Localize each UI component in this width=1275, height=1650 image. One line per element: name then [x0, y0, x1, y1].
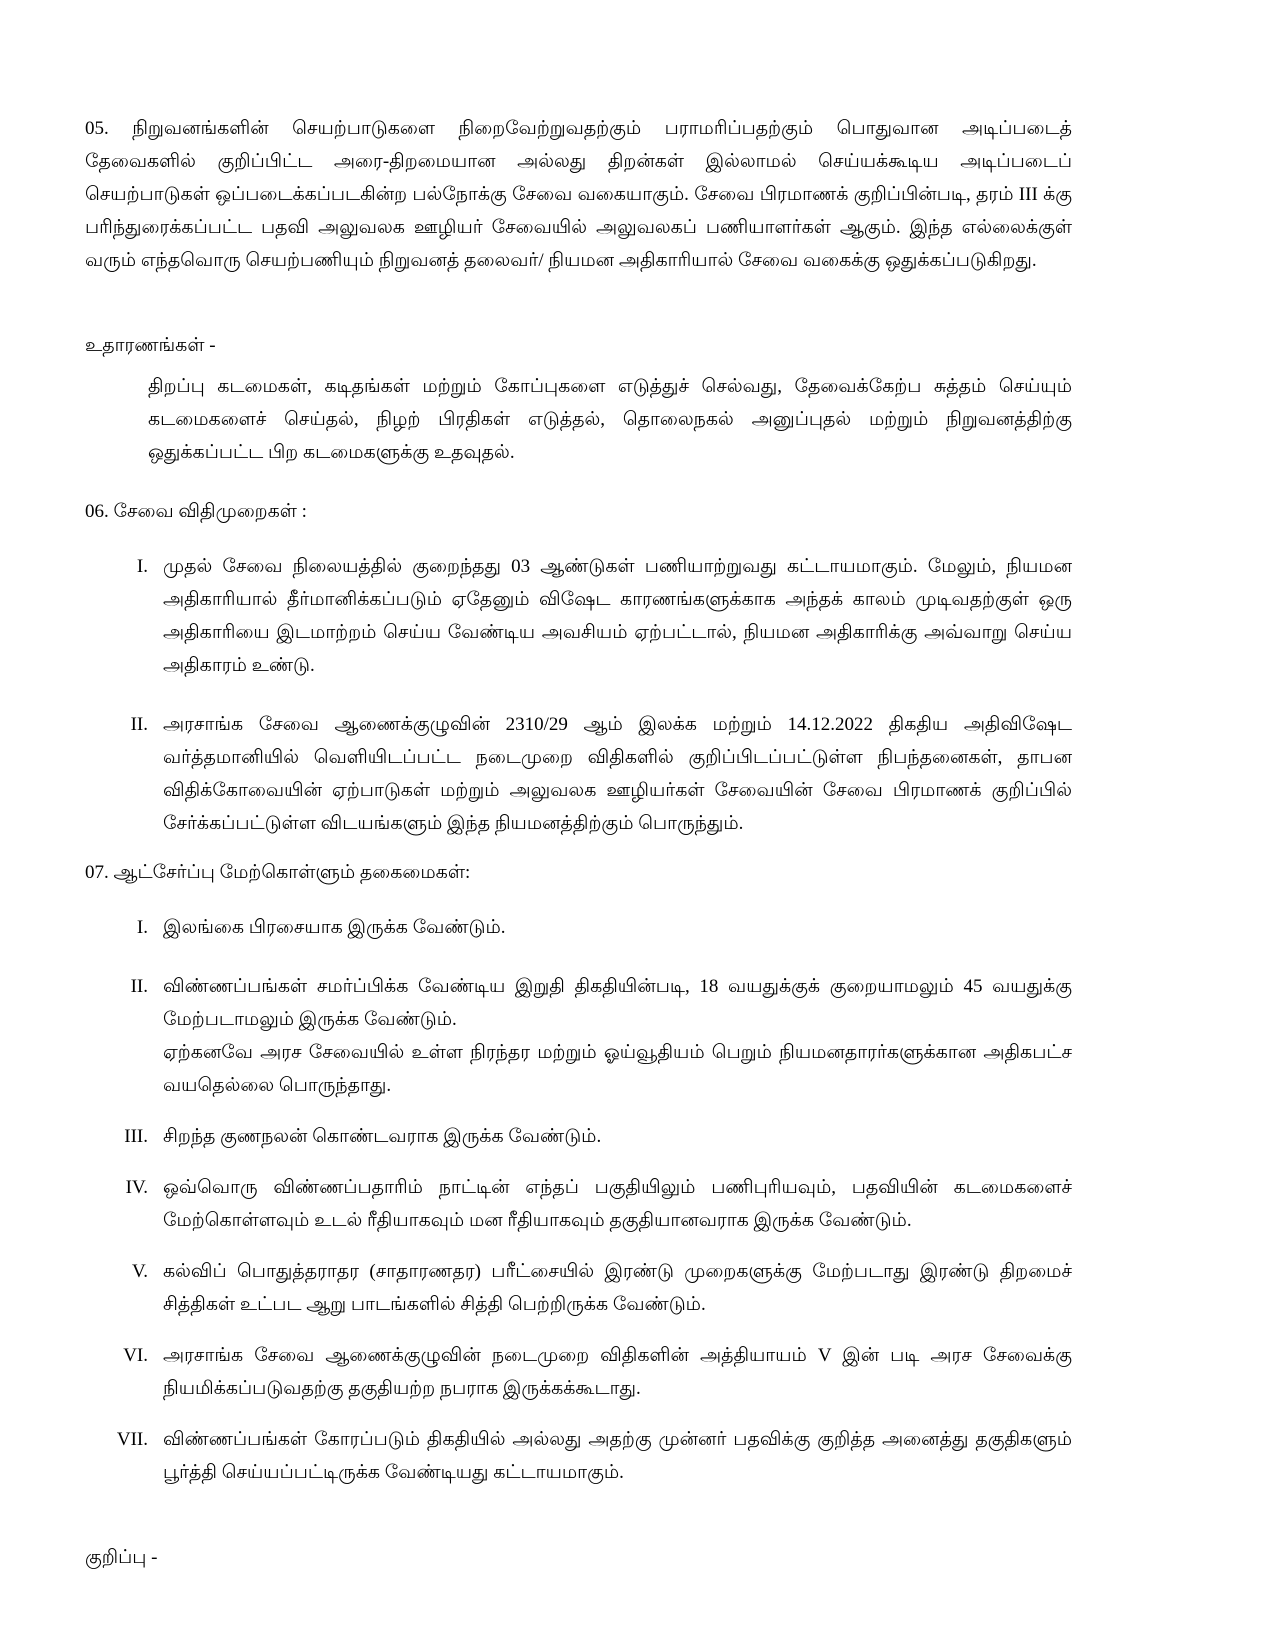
list-item-text-part-1: விண்ணப்பங்கள் சமர்ப்பிக்க வேண்டிய இறுதி திகதியின்படி, 18 வயதுக்குக் குறையாமலும் 45 வயதுக்கு மேற்படாமலும் இருக்க வேண்டும். — [163, 976, 1072, 1030]
list-item-numeral: I. — [136, 917, 148, 938]
list-item-text — [163, 970, 1072, 1102]
list-item-text: ஒவ்வொரு விண்ணப்பதாரிம் நாட்டின் எந்தப் பகுதியிலும் பணிபுரியவும், பதவியின் கடமைகளைச் மேற்கொள்ளவும் உடல் ரீதியாகவும் மன ரீதியாகவும் தகுதியானவராக இருக்க வேண்டும். — [163, 1177, 1072, 1231]
section-06-heading: 06. சேவை விதிமுறைகள் : — [85, 501, 307, 522]
list-item-numeral: VII. — [116, 1429, 148, 1450]
section-07-item-5 — [85, 1255, 1072, 1321]
section-07-item-7 — [85, 1423, 1072, 1489]
list-item-numeral: III. — [124, 1126, 148, 1147]
section-07-heading: 07. ஆட்சேர்ப்பு மேற்கொள்ளும் தகைமைகள்: — [85, 862, 471, 883]
list-item-text: அரசாங்க சேவை ஆணைக்குழுவின் 2310/29 ஆம் இலக்க மற்றும் 14.12.2022 திகதிய அதிவிஷேட வர்த்தமானியில் வெளியிடப்பட்ட நடைமுறை விதிகளில் குறிப்பிடப்பட்டுள்ள நிபந்தனைகள், தாபன விதிக்கோவையின் ஏற்பாடுகள் மற்றும் அலுவலக ஊழியர்கள் சேவையின் சேவை பிரமாணக் குறிப்பில் சேர்க்கப்பட்டுள்ள விடயங்களும் இந்த நியமனத்திற்கும் பொருந்தும். — [163, 714, 1072, 834]
list-item-numeral: II. — [130, 714, 148, 735]
examples-section — [85, 329, 1072, 469]
list-item-numeral: I. — [136, 556, 148, 577]
list-item-text: முதல் சேவை நிலையத்தில் குறைந்தது 03 ஆண்டுகள் பணியாற்றுவது கட்டாயமாகும். மேலும், நியமன அதிகாரியால் தீர்மானிக்கப்படும் ஏதேனும் விஷேட காரணங்களுக்காக அந்தக் காலம் முடிவதற்குள் ஒரு அதிகாரியை இடமாற்றம் செய்ய வேண்டிய அவசியம் ஏற்பட்டால், நியமன அதிகாரிக்கு அவ்வாறு செய்ய அதிகாரம் உண்டு. — [163, 556, 1072, 676]
examples-body: திறப்பு கடமைகள், கடிதங்கள் மற்றும் கோப்புகளை எடுத்துச் செல்வது, தேவைக்கேற்ப சுத்தம் செய்யும் கடமைகளைச் செய்தல், நிழற் பிரதிகள் எடுத்தல், தொலைநகல் அனுப்புதல் மற்றும் நிறுவனத்திற்கு ஒதுக்கப்பட்ட பிற கடமைகளுக்கு உதவுதல். — [148, 376, 1072, 463]
list-item-text: கல்விப் பொதுத்தராதர (சாதாரணதர) பரீட்சையில் இரண்டு முறைகளுக்கு மேற்படாது இரண்டு திறமைச் சித்திகள் உட்பட ஆறு பாடங்களில் சித்தி பெற்றிருக்க வேண்டும். — [163, 1261, 1072, 1315]
paragraph-05: 05. நிறுவனங்களின் செயற்பாடுகளை நிறைவேற்றுவதற்கும் பராமரிப்பதற்கும் பொதுவான அடிப்படைத் தேவைகளில் குறிப்பிட்ட அரை-திறமையான அல்லது திறன்கள் இல்லாமல் செய்யக்கூடிய அடிப்படைப் செயற்பாடுகள் ஒப்படைக்கப்படகின்ற பல்நோக்கு சேவை வகையாகும். சேவை பிரமாணக் குறிப்பின்படி, தரம் III க்கு பரிந்துரைக்கப்பட்ட பதவி அலுவலக ஊழியர் சேவையில் அலுவலகப் பணியாளர்கள் ஆகும். இந்த எல்லைக்குள் வரும் எந்தவொரு செயற்பணியும் நிறுவனத் தலைவர்/ நியமன அதிகாரியால் சேவை வகைக்கு ஒதுக்கப்படுகிறது. — [85, 118, 1072, 271]
list-item-text-part-2: ஏற்கனவே அரச சேவையில் உள்ள நிரந்தர மற்றும் ஓய்வூதியம் பெறும் நியமனதாரர்களுக்கான அதிகபட்ச வயதெல்லை பொருந்தாது. — [163, 1042, 1072, 1096]
list-item-numeral: IV. — [125, 1177, 148, 1198]
list-item-numeral: VI. — [123, 1345, 148, 1366]
section-06-item-2 — [85, 708, 1072, 840]
section-07-item-1 — [85, 911, 1072, 944]
section-07-item-2 — [85, 970, 1072, 1102]
section-07-item-6 — [85, 1339, 1072, 1405]
section-07 — [85, 856, 1072, 1489]
section-07-item-4 — [85, 1171, 1072, 1237]
section-06 — [85, 495, 1072, 840]
note-label: குறிப்பு - — [85, 1547, 158, 1568]
list-item-text: விண்ணப்பங்கள் கோரப்படும் திகதியில் அல்லது அதற்கு முன்னர் பதவிக்கு குறித்த அனைத்து தகுதிகளும் பூர்த்தி செய்யப்பட்டிருக்க வேண்டியது கட்டாயமாகும். — [163, 1429, 1072, 1483]
list-item-text: சிறந்த குணநலன் கொண்டவராக இருக்க வேண்டும். — [163, 1126, 602, 1147]
section-06-item-1 — [85, 550, 1072, 682]
list-item-text: அரசாங்க சேவை ஆணைக்குழுவின் நடைமுறை விதிகளின் அத்தியாயம் V இன் படி அரச சேவைக்கு நியமிக்கப்படுவதற்கு தகுதியற்ற நபராக இருக்கக்கூடாது. — [163, 1345, 1072, 1399]
section-07-item-3 — [85, 1120, 1072, 1153]
list-item-text: இலங்கை பிரசையாக இருக்க வேண்டும். — [163, 917, 506, 938]
examples-label: உதாரணங்கள் - — [85, 335, 216, 356]
list-item-numeral: II. — [130, 976, 148, 997]
list-item-numeral: V. — [131, 1261, 148, 1282]
